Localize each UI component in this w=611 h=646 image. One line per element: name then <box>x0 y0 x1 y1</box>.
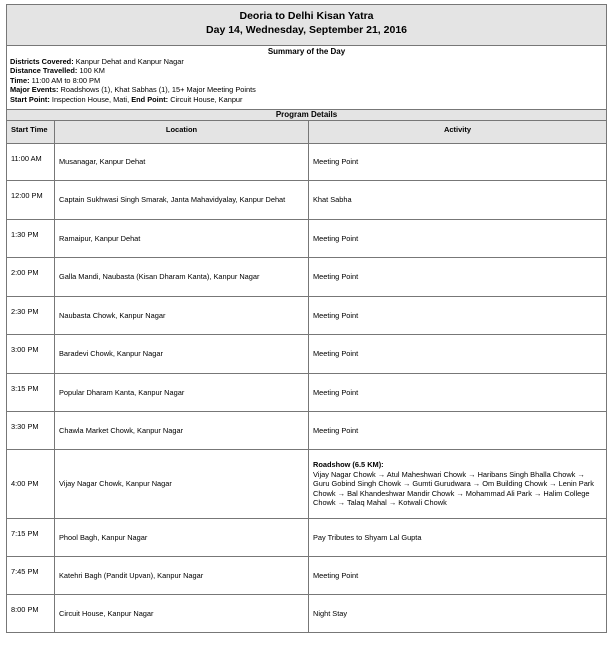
itinerary-table <box>6 4 607 633</box>
title-row <box>7 5 607 46</box>
row-time: 3:00 PM <box>7 335 55 374</box>
row-activity: Meeting Point <box>309 297 607 335</box>
row-activity: Night Stay <box>309 595 607 633</box>
row-location: Galla Mandi, Naubasta (Kisan Dharam Kanta), Kanpur Nagar <box>55 258 309 297</box>
table-row <box>7 412 607 450</box>
table-row <box>7 258 607 297</box>
table-row <box>7 595 607 633</box>
row-location: Katehri Bagh (Pandit Upvan), Kanpur Nagar <box>55 557 309 595</box>
row-activity: Meeting Point <box>309 144 607 181</box>
row-location: Naubasta Chowk, Kanpur Nagar <box>55 297 309 335</box>
table-row <box>7 374 607 412</box>
row-activity: Meeting Point <box>309 335 607 374</box>
summary-time: Time: 11:00 AM to 8:00 PM <box>10 75 101 85</box>
column-header-time: Start Time <box>7 121 55 144</box>
row-time: 12:00 PM <box>7 181 55 220</box>
table-row <box>7 450 607 519</box>
row-activity: Meeting Point <box>309 220 607 258</box>
row-activity: Pay Tributes to Shyam Lal Gupta <box>309 519 607 557</box>
row-location: Ramaipur, Kanpur Dehat <box>55 220 309 258</box>
row-activity: Khat Sabha <box>309 181 607 220</box>
program-heading-row <box>7 110 607 121</box>
column-header-activity: Activity <box>309 121 607 144</box>
row-location: Phool Bagh, Kanpur Nagar <box>55 519 309 557</box>
column-header-row <box>7 121 607 144</box>
summary-heading: Summary of the Day <box>267 47 346 56</box>
row-activity: Meeting Point <box>309 412 607 450</box>
row-activity <box>309 450 607 519</box>
row-activity: Meeting Point <box>309 557 607 595</box>
summary-events: Major Events: Roadshows (1), Khat Sabhas (1), 15+ Major Meeting Points <box>10 85 256 95</box>
table-row <box>7 220 607 258</box>
column-header-location: Location <box>55 121 309 144</box>
table-row <box>7 335 607 374</box>
row-location: Captain Sukhwasi Singh Smarak, Janta Mahavidyalay, Kanpur Dehat <box>55 181 309 220</box>
table-row <box>7 144 607 181</box>
table-row <box>7 181 607 220</box>
row-time: 4:00 PM <box>7 450 55 519</box>
doc-subtitle: Day 14, Wednesday, September 21, 2016 <box>206 24 407 36</box>
summary-row <box>7 46 607 110</box>
program-heading: Program Details <box>7 110 607 121</box>
row-time: 3:15 PM <box>7 374 55 412</box>
title-block <box>7 5 607 46</box>
summary-points: Start Point: Inspection House, Mati, End Point: Circuit House, Kanpur <box>10 94 243 104</box>
doc-title: Deoria to Delhi Kisan Yatra <box>239 10 374 22</box>
table-row <box>7 557 607 595</box>
roadshow-route: Vijay Nagar Chowk → Atul Maheshwari Chowk → Haribans Singh Bhalla Chowk → Guru Gobind Singh Chowk → Gumti Gurudwara → Om Building Chowk → Lenin Park Chowk → Bal Khandeshwar Mandir Chowk → Mohammad Ali Park → Halim College Chowk → Talaq Mahal → Kotwali Chowk <box>313 469 594 508</box>
row-time: 2:30 PM <box>7 297 55 335</box>
table-row <box>7 519 607 557</box>
row-activity: Meeting Point <box>309 374 607 412</box>
row-location: Vijay Nagar Chowk, Kanpur Nagar <box>55 450 309 519</box>
row-location: Circuit House, Kanpur Nagar <box>55 595 309 633</box>
row-time: 7:45 PM <box>7 557 55 595</box>
row-location: Chawla Market Chowk, Kanpur Nagar <box>55 412 309 450</box>
table-row <box>7 297 607 335</box>
summary-block <box>7 46 607 110</box>
row-time: 1:30 PM <box>7 220 55 258</box>
row-location: Baradevi Chowk, Kanpur Nagar <box>55 335 309 374</box>
row-location: Popular Dharam Kanta, Kanpur Nagar <box>55 374 309 412</box>
row-time: 8:00 PM <box>7 595 55 633</box>
roadshow-title: Roadshow (6.5 KM): <box>313 460 384 470</box>
row-time: 3:30 PM <box>7 412 55 450</box>
row-time: 11:00 AM <box>7 144 55 181</box>
row-time: 2:00 PM <box>7 258 55 297</box>
summary-distance: Distance Travelled: 100 KM <box>10 66 105 76</box>
row-location: Musanagar, Kanpur Dehat <box>55 144 309 181</box>
row-activity: Meeting Point <box>309 258 607 297</box>
summary-districts: Districts Covered: Kanpur Dehat and Kanpur Nagar <box>10 56 184 66</box>
row-time: 7:15 PM <box>7 519 55 557</box>
